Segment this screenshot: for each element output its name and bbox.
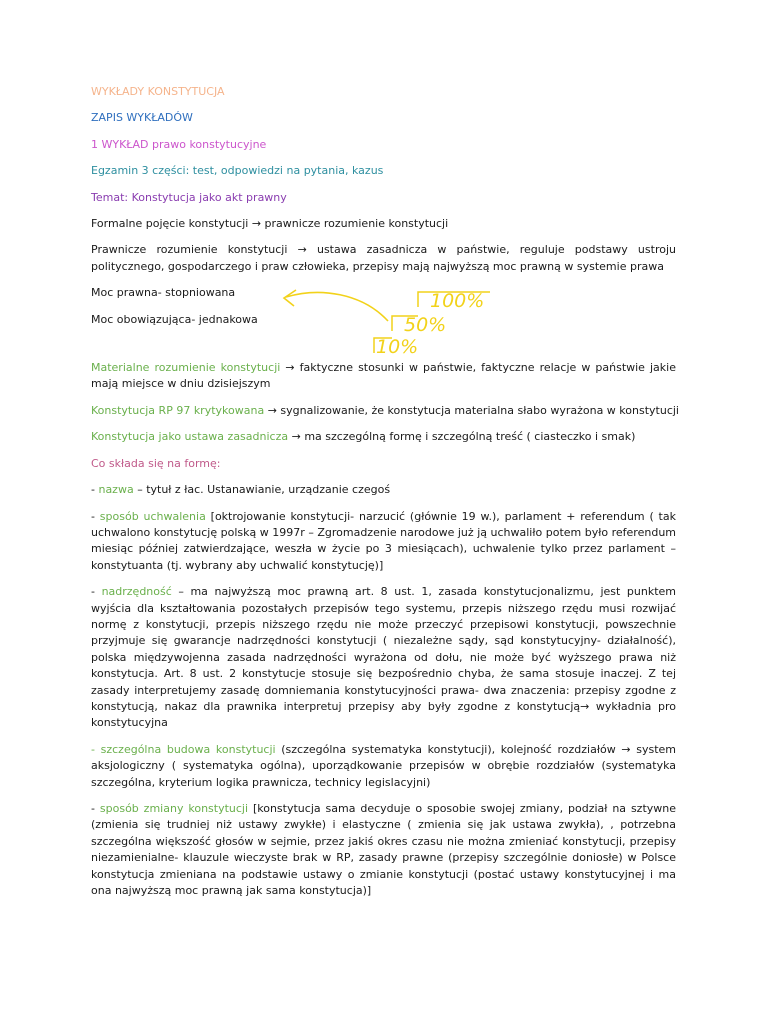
binding-force: Moc obowiązująca- jednakowa [91,312,258,326]
amendment-term: sposób zmiany konstytucji [99,802,249,815]
item-adoption: - sposób uchwalenia [oktrojowanie konstytucji- narzucić (głównie 19 w.), parlament + referendum ( tak uchwalono konstytucję polską w 1997r – Zgromadzenie narodowe już ją uchwaliło potem było referendum miesiąc później zatwierdzające, weszła w życie po 3 miesiącach), uchwalenie tylko przez parlament – konstytuanta (tj. wybrany aby uchwalić konstytucję)] [91,509,676,572]
material-definition [91,360,676,393]
formal-term: Formalne pojęcie konstytucji [91,217,252,231]
supremacy-text: – ma najwyższą moc prawną art. 8 ust. 1, zasada konstytucjonalizmu, jest punktem wyjścia dla kształtowania pozostałych przepisów tego systemu, przepis niższego rzędu musi rozwijać normę z konstytucji, przepis niższego rzędu nie może przeczyć przepisowi konstytucji, powszechnie przyjmuje się gwarancje nadrzędności konstytucji ( niezależne sądy, sąd konstytucyjny- działalność), polska międzywojenna zasada nadrzędności wyrażona od dołu, nie może być wyższego prawa niż konstytucja. Art. 8 ust. 2 konstytucje stosuje się bezpośrednio chyba, że sama stosuje inaczej. Z tej zasady interpretujemy zasadę domniemania konstytucyjności prawa- dwa znaczenia: przepisy zgodne z konstytucją, nakaz dla prawnika interpretuj przepisy aby były zgodne z konstytucją [91,585,676,713]
handwritten-100-percent: 100% [430,290,485,312]
item-name: - nazwa – tytuł z łac. Ustanawianie, urządzanie czegoś [91,483,391,497]
legal-force: Moc prawna- stopniowana [91,286,236,300]
name-term: nazwa [98,483,134,497]
item-supremacy: - nadrzędność – ma najwyższą moc prawną art. 8 ust. 1, zasada konstytucjonalizmu, jest punktem wyjścia dla kształtowania pozostałych przepisów tego systemu, przepis niższego rzędu musi rozwijać normę z konstytucji, przepis niższego rzędu nie może przeczyć przepisowi konstytucji, powszechnie przyjmuje się gwarancje nadrzędności konstytucji ( niezależne sądy, sąd konstytucyjny- działalność), polska międzywojenna zasada nadrzędności wyrażona od dołu, nie może być wyższego prawa niż konstytucja. Art. 8 ust. 2 konstytucje stosuje się bezpośrednio chyba, że sama stosuje inaczej. Z tej zasady interpretujemy zasadę domniemania konstytucyjności prawa- dwa znaczenia: przepisy zgodne z konstytucją, nakaz dla prawnika interpretuj przepisy aby były zgodne z konstytucją→ wykładnia pro konstytucyjna [91,585,677,730]
material-term: Materialne rozumienie konstytucji [91,361,281,375]
arrow-icon: → [621,742,631,756]
arrow-icon: → [267,403,277,417]
handwritten-annotation [270,283,490,358]
supremacy-text-end: wykładnia pro konstytucyjna [91,699,677,730]
legal-definition [91,242,676,275]
arrow-icon: → [297,243,307,257]
arrow-icon: → [285,361,295,375]
document-title: WYKŁADY KONSTYTUCJA [91,85,225,98]
fundamental-law-note [91,429,676,445]
adoption-term: sposób uchwalenia [99,509,206,523]
supremacy-term: nadrzędność [101,585,172,599]
fundamental-law-term: Konstytucja jako ustawa zasadnicza [91,430,289,444]
notes-subtitle: ZAPIS WYKŁADÓW [91,111,193,125]
document-body [91,84,679,909]
criticism-text: sygnalizowanie, że konstytucja materialna słabo wyrażona w konstytucji [276,403,679,417]
handwritten-10-percent: 10% [376,336,419,358]
handwritten-arrow-line [286,292,388,321]
structure-text-end: system aksjologiczny ( systematyka ogólna), uporządkowanie przepisów w obrębie rozdziałów (systematyka szczególna, kryterium logika prawnicza, technicy legislacyjni) [91,742,676,789]
fundamental-law-text: ma szczególną formę i szczególną treść ( ciasteczko i smak) [300,430,636,444]
structure-term: - szczególna budowa konstytucji [91,742,276,756]
structure-text: (szczególna systematyka konstytucji), kolejność rozdziałów [275,742,622,756]
arrow-icon: → [251,217,262,231]
formal-text: prawnicze rozumienie konstytucji [261,217,449,231]
material-text: faktyczne stosunki w państwie, faktyczne relacje w państwie jakie mają miejsce w dniu dzisiejszym [91,361,676,391]
item-structure [91,742,676,791]
lecture-heading: 1 WYKŁAD prawo konstytucyjne [91,137,267,151]
legal-term: Prawnicze rozumienie konstytucji [91,243,298,257]
handwritten-50-percent: 50% [404,314,447,336]
exam-info: Egzamin 3 części: test, odpowiedzi na pytania, kazus [91,164,384,178]
item-amendment: - sposób zmiany konstytucji [konstytucja sama decyduje o sposobie swojej zmiany, podział na sztywne (zmienia się trudniej niż ustawy zwykłe) i elastyczne ( zmienia się jak ustawa zwykła), , potrzebna szczególna większość głosów w sejmie, przez jakiś okres czasu nie można zmieniać konstytucji, przepisy niezamienialne- klauzule wieczyste brak w RP, zasady prawne (przepisy szczególnie doniosłe) w Polsce konstytucja zmieniana na podstawie ustawy o zmianie konstytucji (postać ustawy konstytucyjnej i ma ona najwyższą moc prawną jak sama konstytucja)] [91,802,677,898]
arrow-icon: → [291,430,301,444]
formal-definition [91,216,676,232]
name-text: – tytuł z łac. Ustanawianie, urządzanie czegoś [133,483,391,497]
handwritten-arrow-head [284,290,296,306]
topic-heading: Temat: Konstytucja jako akt prawny [91,190,287,204]
criticism-note [91,403,679,419]
legal-text: ustawa zasadnicza w państwie, reguluje podstawy ustroju politycznego, gospodarczego i praw człowieka, przepisy mają najwyższą moc prawną w systemie prawa [91,243,676,273]
criticism-term: Konstytucja RP 97 krytykowana [91,403,265,417]
arrow-icon: → [580,699,590,713]
adoption-text: [oktrojowanie konstytucji- narzucić (głównie 19 w.), parlament + referendum ( tak uchwalono konstytucję polską w 1997r – Zgromadzenie narodowe już ją uchwaliło potem było referendum miesiąc później zatwierdzające, weszła w życie po 3 miesiącach), uchwalenie tylko przez parlament – konstytuanta (tj. wybrany aby uchwalić konstytucję)] [91,509,676,572]
amendment-text: [konstytucja sama decyduje o sposobie swojej zmiany, podział na sztywne (zmienia się trudniej niż ustawy zwykłe) i elastyczne ( zmienia się jak ustawa zwykła), , potrzebna szczególna większość głosów w sejmie, przez jakiś okres czasu nie można zmieniać konstytucji, przepisy niezamienialne- klauzule wieczyste brak w RP, zasady prawne (przepisy szczególnie doniosłe) w Polsce konstytucja zmieniana na podstawie ustawy o zmianie konstytucji (postać ustawy konstytucyjnej i ma ona najwyższą moc prawną jak sama konstytucja)] [91,802,677,898]
form-heading: Co składa się na formę: [91,456,221,470]
